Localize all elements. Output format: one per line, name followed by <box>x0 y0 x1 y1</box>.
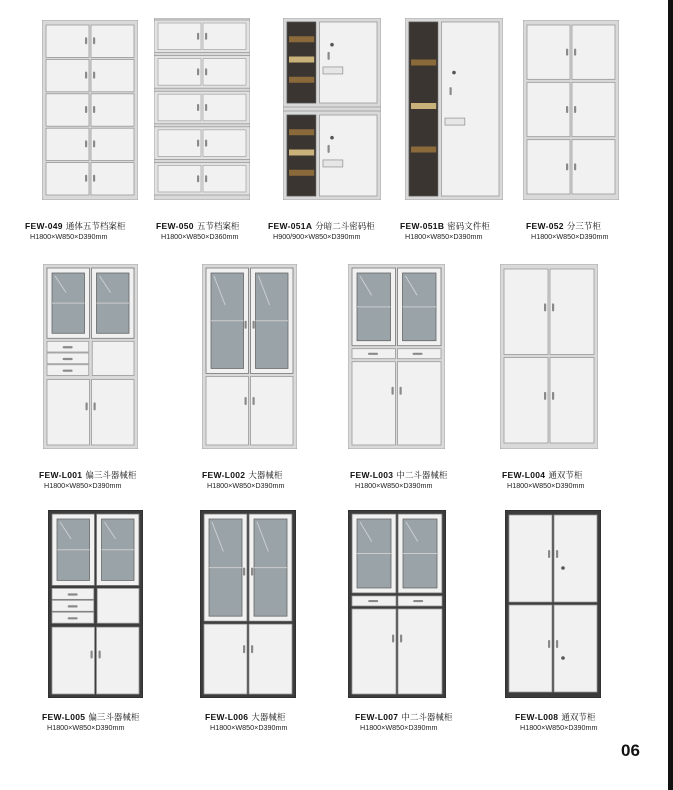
cabinet-image <box>505 510 601 698</box>
cabinet-door <box>527 140 570 194</box>
product-caption <box>355 711 452 723</box>
cabinet-door <box>550 269 594 355</box>
door-handle <box>205 175 207 182</box>
cabinet-door <box>203 59 246 86</box>
product-caption <box>205 711 285 723</box>
door-handle <box>205 68 207 75</box>
model-code: FEW-050 <box>156 221 194 231</box>
cabinet-illustration <box>202 264 297 449</box>
door-handle <box>85 175 87 182</box>
cabinet-door <box>504 358 548 444</box>
cabinet-door <box>203 165 246 192</box>
cabinet-image <box>200 510 296 698</box>
product-caption <box>42 711 139 723</box>
product-dimensions: H1800×W850×D390mm <box>30 232 108 241</box>
product-caption <box>25 220 125 232</box>
cabinet-door <box>554 515 597 602</box>
lock-icon <box>561 656 565 660</box>
cabinet-door <box>46 163 89 195</box>
door-handle <box>566 163 568 170</box>
product-name: 偏三斗器械柜 <box>88 712 140 722</box>
cabinet-door <box>527 25 570 79</box>
cabinet-door <box>158 165 201 192</box>
drawer-handle <box>63 346 73 348</box>
binder-stack <box>411 103 436 109</box>
door-handle <box>93 140 95 147</box>
safe-door <box>319 22 377 103</box>
door-handle <box>197 33 199 40</box>
cabinet-door <box>251 376 294 445</box>
inner-drawer <box>323 67 343 74</box>
door-handle <box>253 321 255 329</box>
cabinet-door <box>46 25 89 57</box>
product-name: 密码文件柜 <box>447 221 490 231</box>
door-handle <box>552 303 554 311</box>
drawer-handle <box>413 600 423 602</box>
cabinet-door <box>398 362 442 445</box>
model-code: FEW-052 <box>526 221 564 231</box>
cabinet-door <box>398 609 442 694</box>
drawer-handle <box>63 370 73 372</box>
model-code: FEW-051A <box>268 221 313 231</box>
product-dimensions: H1800×W850×D390mm <box>47 723 125 732</box>
drawer-handle <box>63 358 73 360</box>
cabinet-door <box>527 82 570 136</box>
model-code: FEW-L008 <box>515 712 559 722</box>
product-name: 中二斗器械柜 <box>396 470 448 480</box>
cabinet-door <box>158 94 201 121</box>
door-handle <box>556 640 558 648</box>
product-caption <box>502 469 582 481</box>
product-dimensions: H1800×W850×D390mm <box>507 481 585 490</box>
product-name: 大器械柜 <box>248 470 283 480</box>
cabinet-door <box>572 140 615 194</box>
model-code: FEW-L003 <box>350 470 394 480</box>
model-code: FEW-L001 <box>39 470 83 480</box>
cabinet-door <box>158 23 201 50</box>
cabinet-illustration <box>405 18 503 200</box>
door-handle <box>548 550 550 558</box>
door-handle <box>574 49 576 56</box>
door-handle <box>94 402 96 410</box>
door-handle <box>556 550 558 558</box>
product-dimensions: H1800×W850×D390mm <box>44 481 122 490</box>
door-handle <box>400 387 402 395</box>
cabinet-door <box>572 25 615 79</box>
model-code: FEW-L004 <box>502 470 546 480</box>
lock-icon <box>330 136 334 140</box>
drawer-handle <box>368 353 378 355</box>
door-handle <box>86 402 88 410</box>
door-handle <box>548 640 550 648</box>
door-handle <box>400 634 402 642</box>
cabinet-door <box>249 624 292 694</box>
door-handle <box>245 397 247 405</box>
product-dimensions: H1800×W850×D390mm <box>520 723 598 732</box>
door-handle <box>544 392 546 400</box>
product-dimensions: H1800×W850×D390mm <box>405 232 483 241</box>
door-handle <box>243 568 245 576</box>
door-handle <box>93 175 95 182</box>
cabinet-image <box>348 510 446 698</box>
cabinet-image <box>42 20 138 200</box>
product-caption <box>350 469 447 481</box>
model-code: FEW-L005 <box>42 712 86 722</box>
door-handle <box>574 163 576 170</box>
door-handle <box>392 634 394 642</box>
product-caption <box>156 220 239 232</box>
cabinet-door <box>572 82 615 136</box>
product-name: 五节档案柜 <box>196 221 240 231</box>
door-handle <box>205 104 207 111</box>
product-name: 分三节柜 <box>566 221 601 231</box>
door-handle <box>197 104 199 111</box>
model-code: FEW-049 <box>25 221 63 231</box>
cabinet-door <box>91 25 134 57</box>
cabinet-door <box>550 358 594 444</box>
small-door <box>97 588 139 623</box>
product-name: 通体五节档案柜 <box>65 221 126 231</box>
cabinet-image <box>348 264 445 449</box>
cabinet-image <box>523 20 619 200</box>
product-caption <box>39 469 136 481</box>
cabinet-image <box>500 264 598 449</box>
door-handle <box>85 37 87 44</box>
cabinet-illustration <box>48 510 143 698</box>
cabinet-door <box>97 627 140 694</box>
binder-stack <box>289 57 314 63</box>
cabinet-illustration <box>283 18 381 200</box>
cabinet-image <box>202 264 297 449</box>
lock-icon <box>452 71 456 75</box>
door-handle <box>253 397 255 405</box>
product-dimensions: H1800×W850×D390mm <box>210 723 288 732</box>
cabinet-door <box>158 59 201 86</box>
product-name: 中二斗器械柜 <box>401 712 453 722</box>
product-caption <box>268 220 375 232</box>
door-handle <box>566 49 568 56</box>
cabinet-image <box>154 18 250 200</box>
cabinet-door <box>509 515 552 602</box>
cabinet-illustration <box>500 264 598 449</box>
model-code: FEW-L002 <box>202 470 246 480</box>
product-dimensions: H1800×W850×D390mm <box>531 232 609 241</box>
product-dimensions: H1800×W850×D360mm <box>161 232 239 241</box>
door-handle <box>392 387 394 395</box>
drawer-handle <box>68 617 78 619</box>
door-handle <box>243 645 245 653</box>
lock-icon <box>561 566 565 570</box>
cabinet-illustration <box>200 510 296 698</box>
inner-drawer <box>323 160 343 167</box>
binder-stack <box>411 60 436 66</box>
door-handle <box>450 87 452 95</box>
drawer-handle <box>368 600 378 602</box>
cabinet-illustration <box>43 264 138 449</box>
product-name: 通双节柜 <box>548 470 583 480</box>
door-handle <box>574 106 576 113</box>
door-handle <box>205 140 207 147</box>
door-handle <box>245 321 247 329</box>
door-handle <box>197 175 199 182</box>
product-caption <box>515 711 595 723</box>
cabinet-door <box>46 128 89 160</box>
door-handle <box>85 140 87 147</box>
cabinet-illustration <box>348 264 445 449</box>
cabinet-image <box>405 18 503 200</box>
cabinet-door <box>204 624 247 694</box>
cabinet-door <box>91 59 134 91</box>
page-edge-bar <box>668 0 673 790</box>
inner-drawer <box>445 118 465 125</box>
cabinet-illustration <box>505 510 601 698</box>
cabinet-door <box>46 59 89 91</box>
door-handle <box>93 72 95 79</box>
cabinet-illustration <box>42 20 138 200</box>
cabinet-illustration <box>523 20 619 200</box>
door-handle <box>328 145 330 153</box>
door-handle <box>251 645 253 653</box>
product-dimensions: H1800×W850×D390mm <box>355 481 433 490</box>
cabinet-door <box>203 23 246 50</box>
binder-stack <box>289 129 314 135</box>
safe-door <box>319 115 377 196</box>
door-handle <box>197 140 199 147</box>
product-caption <box>400 220 490 232</box>
page-number: 06 <box>621 741 640 760</box>
cabinet-illustration <box>154 18 250 200</box>
binder-stack <box>411 147 436 153</box>
cabinet-image <box>48 510 143 698</box>
door-handle <box>205 33 207 40</box>
drawer-handle <box>68 605 78 607</box>
cabinet-door <box>504 269 548 355</box>
cabinet-door <box>352 362 396 445</box>
door-handle <box>93 106 95 113</box>
model-code: FEW-L006 <box>205 712 249 722</box>
cabinet-door <box>158 130 201 157</box>
door-handle <box>328 52 330 60</box>
cabinet-door <box>46 94 89 126</box>
product-name: 通双节柜 <box>561 712 596 722</box>
door-handle <box>251 568 253 576</box>
product-name: 大器械柜 <box>251 712 286 722</box>
door-handle <box>85 72 87 79</box>
model-code: FEW-051B <box>400 221 445 231</box>
door-handle <box>566 106 568 113</box>
drawer-handle <box>68 593 78 595</box>
door-handle <box>85 106 87 113</box>
safe-door <box>441 22 499 196</box>
door-handle <box>91 651 93 659</box>
binder-stack <box>289 36 314 42</box>
door-handle <box>197 68 199 75</box>
product-dimensions: H900/900×W850×D390mm <box>273 232 361 241</box>
cabinet-door <box>91 94 134 126</box>
cabinet-illustration <box>348 510 446 698</box>
cabinet-door <box>509 605 552 692</box>
model-code: FEW-L007 <box>355 712 399 722</box>
cabinet-door <box>91 128 134 160</box>
product-caption <box>526 220 601 232</box>
door-handle <box>552 392 554 400</box>
door-handle <box>99 651 101 659</box>
binder-stack <box>289 150 314 156</box>
door-handle <box>544 303 546 311</box>
cabinet-door <box>352 609 396 694</box>
door-handle <box>93 37 95 44</box>
product-dimensions: H1800×W850×D390mm <box>360 723 438 732</box>
cabinet-door <box>91 163 134 195</box>
small-door <box>92 341 134 375</box>
cabinet-door <box>203 94 246 121</box>
cabinet-image <box>43 264 138 449</box>
cabinet-door <box>92 379 135 445</box>
binder-stack <box>289 77 314 83</box>
product-dimensions: H1800×W850×D390mm <box>207 481 285 490</box>
cabinet-image <box>283 18 381 200</box>
drawer-handle <box>413 353 423 355</box>
product-caption <box>202 469 282 481</box>
product-name: 分暗二斗密码柜 <box>315 221 375 231</box>
cabinet-door <box>52 627 95 694</box>
cabinet-door <box>554 605 597 692</box>
product-name: 偏三斗器械柜 <box>85 470 137 480</box>
cabinet-door <box>47 379 90 445</box>
binder-stack <box>289 170 314 176</box>
cabinet-door <box>203 130 246 157</box>
cabinet-door <box>206 376 249 445</box>
lock-icon <box>330 43 334 47</box>
